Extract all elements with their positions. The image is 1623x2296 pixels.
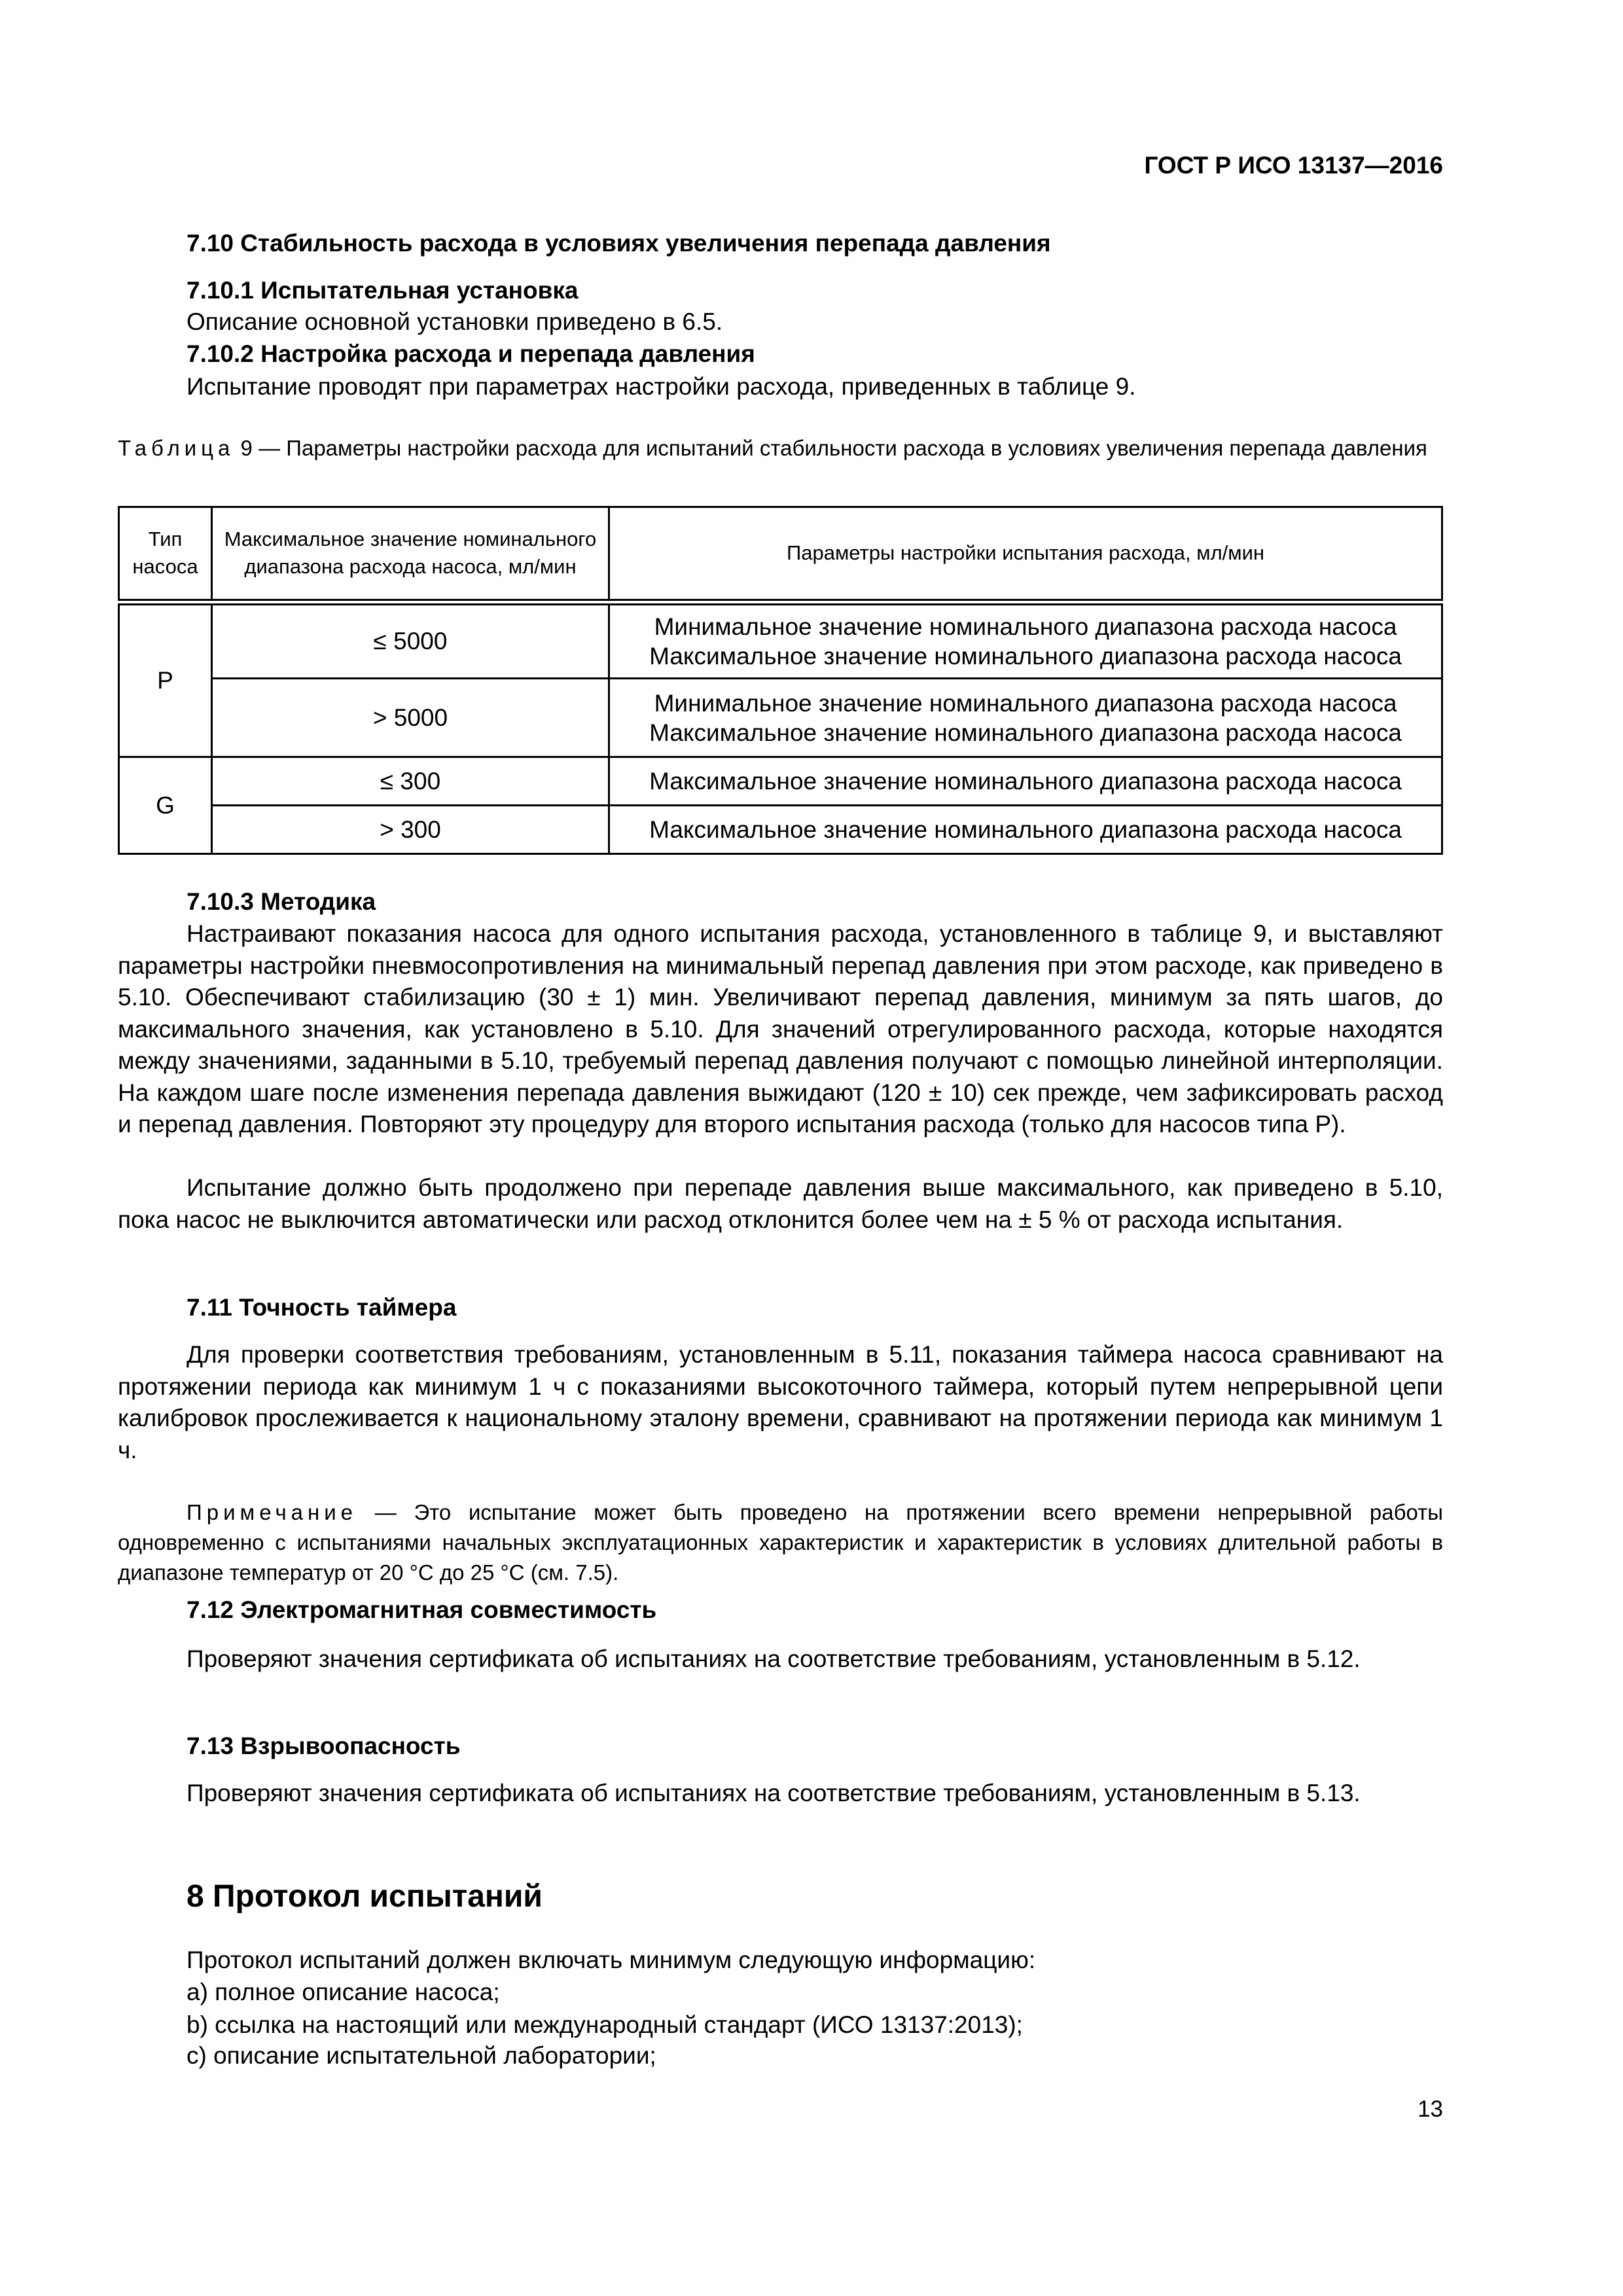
section-7-13-heading: 7.13 Взрывоопасность [187, 1732, 461, 1759]
header-pump-type: Тип насоса [119, 507, 212, 602]
section-7-10-heading: 7.10 Стабильность расхода в условиях увеличения перепада давления [187, 230, 1051, 257]
section-7-11-paragraph: Для проверки соответствия требованиям, установленным в 5.11, показания таймера насоса сравнивают на протяжении периода как минимум 1 ч с показаниями высокоточного таймера, который путем непрерывной цепи калибровок прослеживается к национальному эталону времени, сравнивают на протяжении периода как минимум 1 ч. [118, 1341, 1443, 1463]
table-caption-text: 9 — Параметры настройки расхода для испытаний стабильности расхода в условиях увеличения перепада давления [234, 436, 1427, 460]
list-item: b) ссылка на настоящий или международный стандарт (ИСО 13137:2013); [187, 2011, 1023, 2038]
list-item: c) описание испытательной лаборатории; [187, 2042, 656, 2069]
section-8-heading: 8 Протокол испытаний [187, 1879, 543, 1914]
table-caption [118, 433, 1443, 463]
document-header: ГОСТ Р ИСО 13137—2016 [1144, 152, 1443, 179]
table-row [119, 806, 1442, 854]
param-line: Максимальное значение номинального диапазона расхода насоса [649, 642, 1402, 670]
range-cell: ≤ 300 [212, 757, 609, 806]
params-cell [609, 602, 1442, 679]
note-text: — Это испытание может быть проведено на протяжении всего времени непрерывной работы одновременно с испытаниями начальных эксплуатационных характеристик и характеристик в условиях длительной работы в диапазоне температур от 20 °С до 25 °С (см. 7.5). [118, 1500, 1443, 1585]
param-line: Максимальное значение номинального диапазона расхода насоса [649, 719, 1402, 746]
section-7-10-2-heading: 7.10.2 Настройка расхода и перепада давления [187, 340, 755, 367]
section-7-10-1-heading: 7.10.1 Испытательная установка [187, 277, 579, 304]
section-7-11-heading: 7.11 Точность таймера [187, 1294, 457, 1321]
section-7-10-2-text: Испытание проводят при параметрах настройки расхода, приведенных в таблице 9. [187, 373, 1136, 400]
param-line: Минимальное значение номинального диапазона расхода насоса [654, 689, 1397, 717]
range-cell: > 300 [212, 806, 609, 854]
table-9 [118, 506, 1443, 855]
table-row [119, 757, 1442, 806]
params-cell: Максимальное значение номинального диапазона расхода насоса [609, 806, 1442, 854]
params-cell [609, 679, 1442, 757]
table-row [119, 602, 1442, 679]
note [118, 1498, 1443, 1588]
section-7-10-1-text: Описание основной установки приведено в 6.5. [187, 308, 723, 335]
pump-type-cell: G [119, 757, 212, 854]
range-cell: ≤ 5000 [212, 602, 609, 679]
params-cell: Максимальное значение номинального диапазона расхода насоса [609, 757, 1442, 806]
header-max-range: Максимальное значение номинального диапазона расхода насоса, мл/мин [212, 507, 609, 602]
section-8-paragraph: Протокол испытаний должен включать минимум следующую информацию: [187, 1946, 1036, 1973]
header-test-params: Параметры настройки испытания расхода, мл/мин [609, 507, 1442, 602]
param-line: Минимальное значение номинального диапазона расхода насоса [654, 613, 1397, 640]
section-7-13-paragraph: Проверяют значения сертификата об испытаниях на соответствие требованиям, установленным в 5.13. [187, 1780, 1361, 1806]
note-label: Примечание [187, 1500, 358, 1524]
section-7-10-3-heading: 7.10.3 Методика [187, 888, 376, 915]
range-cell: > 5000 [212, 679, 609, 757]
section-7-12-heading: 7.12 Электромагнитная совместимость [187, 1596, 657, 1623]
section-7-12-paragraph: Проверяют значения сертификата об испытаниях на соответствие требованиям, установленным в 5.12. [187, 1645, 1361, 1672]
table-caption-label: Таблица [118, 436, 235, 460]
list-item: a) полное описание насоса; [187, 1979, 500, 2005]
pump-type-cell: P [119, 602, 212, 757]
table-header-row [119, 507, 1442, 602]
page-number: 13 [1418, 2096, 1443, 2122]
section-7-10-3-paragraph-2: Испытание должно быть продолжено при перепаде давления выше максимального, как приведено в 5.10, пока насос не выключится автоматически или расход отклонится более чем на ± 5 % от расхода испытания. [118, 1174, 1443, 1233]
table-row [119, 679, 1442, 757]
section-7-10-3-paragraph-1: Настраивают показания насоса для одного испытания расхода, установленного в таблице 9, и выставляют параметры настройки пневмосопротивления на минимальный перепад давления при этом расходе, как приведено в 5.10. Обеспечивают стабилизацию (30 ± 1) мин. Увеличивают перепад давления, минимум за пять шагов, до максимального значения, как установлено в 5.10. Для значений отрегулированного расхода, которые находятся между значениями, заданными в 5.10, требуемый перепад давления получают с помощью линейной интерполяции. На каждом шаге после изменения перепада давления выжидают (120 ± 10) сек прежде, чем зафиксировать расход и перепад давления. Повторяют эту процедуру для второго испытания расхода (только для насосов типа P). [118, 920, 1443, 1138]
